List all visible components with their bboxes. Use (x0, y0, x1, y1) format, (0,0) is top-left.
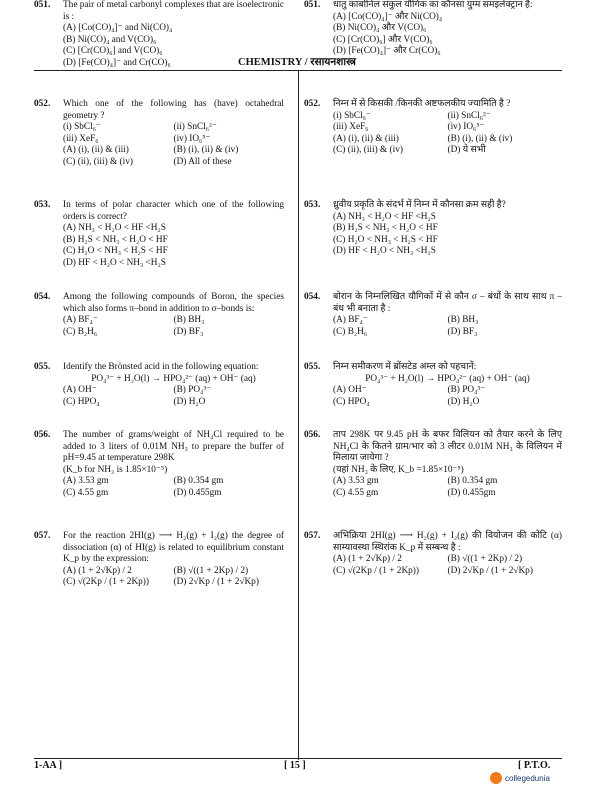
option: (i) SbCl₆⁻ (63, 122, 101, 133)
option-row (63, 397, 284, 409)
option: (B) √((1 + 2Kp) / 2) (447, 554, 523, 565)
question-text: बोरान के निम्नलिखित यौगिकों में से कौन σ – बंधों के साथ साथ π – बंध भी बनाता है : (333, 292, 562, 314)
question-text: Which one of the following has (have) octahedral geometry ? (63, 99, 284, 121)
question-number: 051. (34, 0, 51, 10)
option: (यहां NH₃ के लिए, K_b =1.85×10⁻⁵) (333, 464, 464, 475)
question-53 (34, 200, 284, 270)
question-number: 056. (34, 430, 51, 440)
equation: PO₄³⁻ + H₂O(l) → HPO₄²⁻ (aq) + OH⁻ (aq) (365, 373, 530, 384)
question-header (34, 200, 284, 223)
option: (A) [Co(CO)₄]⁻ and Ni(CO)₄ (63, 23, 173, 34)
option-row (63, 327, 284, 339)
question-56 (304, 430, 562, 500)
question-51 (304, 0, 562, 58)
option: (B) PO₄³⁻ (447, 385, 486, 396)
page-title: CHEMISTRY / रसायनशास्त्र (238, 57, 356, 68)
question-options (333, 465, 562, 500)
question-options (333, 212, 562, 258)
option: (C) √(2Kp / (1 + 2Kp)) (333, 565, 419, 576)
option-row (333, 385, 562, 397)
question-options (63, 223, 284, 269)
option: (iv) IO₆⁵⁻ (447, 122, 485, 133)
question-options (63, 23, 284, 69)
option: (D) 0.455gm (173, 487, 222, 498)
question-text: धातु कार्बोनिल संकुल यौगिक का कौनसा युग्म समइलेक्ट्रान है: (333, 0, 533, 10)
question-52 (34, 99, 284, 169)
option: (C) [Cr(CO)₆] और V(CO)₆ (333, 34, 433, 45)
option: (D) [Fe(CO)₄]⁻ and Cr(CO)₆ (63, 57, 171, 68)
question-header (34, 430, 284, 465)
question-54 (304, 292, 562, 338)
question-number: 057. (304, 531, 321, 541)
option: (C) (ii), (iii) & (iv) (333, 145, 403, 156)
question-text: The number of grams/weight of NH₄Cl required to be added to 3 liters of 0.01M NH₃ to prepare the buffer of pH=9.45 at temperature 298K (63, 430, 284, 464)
question-text: Among the following compounds of Boron, the species which also forms π–bond in addition to σ–bonds is: (63, 292, 284, 314)
question-header (304, 362, 562, 374)
question-number: 052. (304, 99, 321, 109)
option: (B) H₂S < NH₃ < H₂O < HF (63, 234, 168, 245)
question-header (34, 531, 284, 566)
option-row (63, 315, 284, 327)
question-57 (304, 531, 562, 577)
option-row (63, 385, 284, 397)
question-options (333, 554, 562, 577)
option: (A) (i), (ii) & (iii) (63, 145, 129, 156)
option: (A) NH₃ < H₂O < HF <H₂S (63, 223, 166, 234)
option-row (63, 145, 284, 157)
question-54 (34, 292, 284, 338)
question-text: ताप 298K पर 9.45 pH के बफर विलियन को तैयार करने के लिए NH₄Cl के कितने ग्राम/भार को 3 लीटर 0.01M NH₃ के विलियन में मिलाया जायेगा ? (333, 430, 562, 464)
option: (B) H₂S < NH₃ < H₂O < HF (333, 223, 438, 234)
logo-icon (490, 772, 502, 784)
option-row (63, 577, 284, 589)
option: (B) √((1 + 2Kp) / 2) (173, 565, 249, 576)
option-row (63, 476, 284, 488)
option-row (333, 327, 562, 339)
footer-rule (34, 758, 562, 759)
option: (D) HF < H₂O < NH₃ <H₂S (63, 257, 166, 268)
question-header (34, 99, 284, 122)
question-number: 051. (304, 0, 321, 10)
option: (A) (1 + 2√Kp) / 2 (63, 565, 132, 576)
option-row (333, 554, 562, 566)
question-header (34, 292, 284, 315)
option: (C) √(2Kp / (1 + 2Kp)) (63, 577, 149, 588)
question-text: Identify the Brönsted acid in the following equation: (63, 362, 259, 372)
question-text: The pair of metal carbonyl complexes that are isoelectronic is : (63, 0, 284, 22)
option: (ii) SnCl₆²⁻ (173, 122, 217, 133)
option: (D) 2√Kp / (1 + 2√Kp) (447, 565, 533, 576)
option: (i) SbCl₆⁻ (333, 110, 371, 121)
option: (D) ये सभी (447, 145, 486, 156)
option: (D) 2√Kp / (1 + 2√Kp) (173, 577, 259, 588)
question-number: 056. (304, 430, 321, 440)
option-row (63, 122, 284, 134)
question-text: For the reaction 2HI(g) ⟶ H₂(g) + I₂(g) the degree of dissociation (α) of HI(g) is related to equilibrium constant K_p by the expression: (63, 531, 284, 565)
option: (A) (1 + 2√Kp) / 2 (333, 554, 402, 565)
question-header (304, 99, 562, 111)
question-53 (304, 200, 562, 258)
option: (C) 4.55 gm (333, 487, 379, 498)
option: (D) H₂O (447, 396, 480, 407)
question-options (63, 374, 284, 409)
question-options (63, 465, 284, 500)
question-text: In terms of polar character which one of the following orders is correct? (63, 200, 284, 222)
option: (B) (i), (ii) & (iv) (173, 145, 239, 156)
option: (B) Ni(CO)₄ और V(CO)₆ (333, 23, 427, 34)
watermark-text: collegedunia (505, 773, 550, 783)
option: (C) (ii), (iii) & (iv) (63, 156, 133, 167)
option: (A) BF₄⁻ (63, 315, 98, 326)
option-row (333, 145, 562, 157)
option: (B) Ni(CO)₄ and V(CO)₆ (63, 34, 157, 45)
option-row (63, 566, 284, 578)
question-number: 057. (34, 531, 51, 541)
footer-code: 1-AA ] (34, 760, 63, 771)
option: (A) 3.53 gm (333, 476, 379, 487)
question-header (34, 0, 284, 23)
option: (D) HF < H₂O < NH₃ <H₂S (333, 246, 436, 257)
option-row (63, 134, 284, 146)
question-header (304, 0, 562, 12)
question-options (63, 566, 284, 589)
option-row (333, 122, 562, 134)
question-options (63, 315, 284, 338)
question-number: 055. (304, 362, 321, 372)
option: (D) All of these (173, 156, 232, 167)
option: (B) 0.354 gm (173, 476, 224, 487)
question-56 (34, 430, 284, 500)
option: (iii) XeF₆ (63, 133, 99, 144)
question-options (333, 111, 562, 157)
column-divider (298, 70, 299, 760)
option: (B) PO₄³⁻ (173, 385, 212, 396)
question-text: निम्न समीकरण में ब्रोंसटेड अम्ल को पहचानें: (333, 362, 477, 372)
equation: PO₄³⁻ + H₂O(l) → HPO₄²⁻ (aq) + OH⁻ (aq) (91, 373, 256, 384)
option: (iii) XeF₆ (333, 122, 369, 133)
option: (C) HPO₄ (333, 396, 370, 407)
option: (C) B₂H₆ (333, 326, 368, 337)
question-text: अभिक्रिया 2HI(g) ⟶ H₂(g) + I₂(g) की वियोजन की कोटि (α) साम्यावस्था स्थिरांक K_p में सम्बन्ध है : (333, 531, 562, 553)
question-text: निम्न में से किसकी /किनकी अष्टफलकीय ज्यामिति है ? (333, 99, 511, 109)
option: (B) (i), (ii) & (iv) (447, 133, 513, 144)
option: (B) 0.354 gm (447, 476, 498, 487)
option: (D) BF₃ (173, 326, 204, 337)
question-header (304, 531, 562, 554)
option: (C) HPO₄ (63, 396, 100, 407)
question-number: 054. (34, 292, 51, 302)
question-52 (304, 99, 562, 157)
option: (C) 4.55 gm (63, 487, 109, 498)
question-header (304, 430, 562, 465)
question-number: 053. (304, 200, 321, 210)
option-row (63, 488, 284, 500)
question-header (34, 362, 284, 374)
option-row (333, 134, 562, 146)
page-number: [ 15 ] (284, 760, 306, 771)
question-number: 053. (34, 200, 51, 210)
option: (D) 0.455gm (447, 487, 496, 498)
pto-label: [ P.T.O. (518, 760, 551, 771)
question-header (304, 292, 562, 315)
option: (D) BF₃ (447, 326, 478, 337)
option: (iv) IO₆⁵⁻ (173, 133, 211, 144)
option-row (63, 157, 284, 169)
question-55 (304, 362, 562, 408)
option: (A) (i), (ii) & (iii) (333, 133, 399, 144)
question-options (333, 374, 562, 409)
option: (A) BF₄⁻ (333, 315, 368, 326)
option: (A) NH₃ < H₂O < HF <H₂S (333, 211, 436, 222)
option: (A) [Co(CO)₄]⁻ और Ni(CO)₄ (333, 11, 443, 22)
question-number: 052. (34, 99, 51, 109)
option: (C) H₂O < NH₃ < H₂S < HF (333, 234, 438, 245)
option: (A) OH⁻ (63, 385, 97, 396)
question-51 (34, 0, 284, 70)
option-row (333, 488, 562, 500)
option: (A) 3.53 gm (63, 476, 109, 487)
option-row (333, 397, 562, 409)
question-options (333, 12, 562, 58)
option: (C) B₂H₆ (63, 326, 98, 337)
question-options (63, 122, 284, 168)
option-row (333, 566, 562, 578)
question-55 (34, 362, 284, 408)
watermark-logo (490, 772, 550, 784)
question-number: 055. (34, 362, 51, 372)
option: (ii) SnCl₆²⁻ (447, 110, 491, 121)
option: (C) [Cr(CO)₆] and V(CO)₆ (63, 46, 163, 57)
question-57 (34, 531, 284, 589)
option: (D) H₂O (173, 396, 206, 407)
option: (B) BH₃ (173, 315, 205, 326)
question-text: ध्रुवीय प्रकृति के संदर्भ में निम्न में कौनसा क्रम सही है? (333, 200, 506, 210)
question-header (304, 200, 562, 212)
question-options (333, 315, 562, 338)
question-number: 054. (304, 292, 321, 302)
option-row (333, 476, 562, 488)
option-row (333, 111, 562, 123)
option: (K_b for NH₃ is 1.85×10⁻⁵) (63, 464, 168, 475)
option: (A) OH⁻ (333, 385, 367, 396)
option: (B) BH₃ (447, 315, 479, 326)
option: (D) [Fe(CO)₄]⁻ और Cr(CO)₆ (333, 46, 441, 57)
option: (C) H₂O < NH₃ < H₂S < HF (63, 246, 168, 257)
option-row (333, 315, 562, 327)
